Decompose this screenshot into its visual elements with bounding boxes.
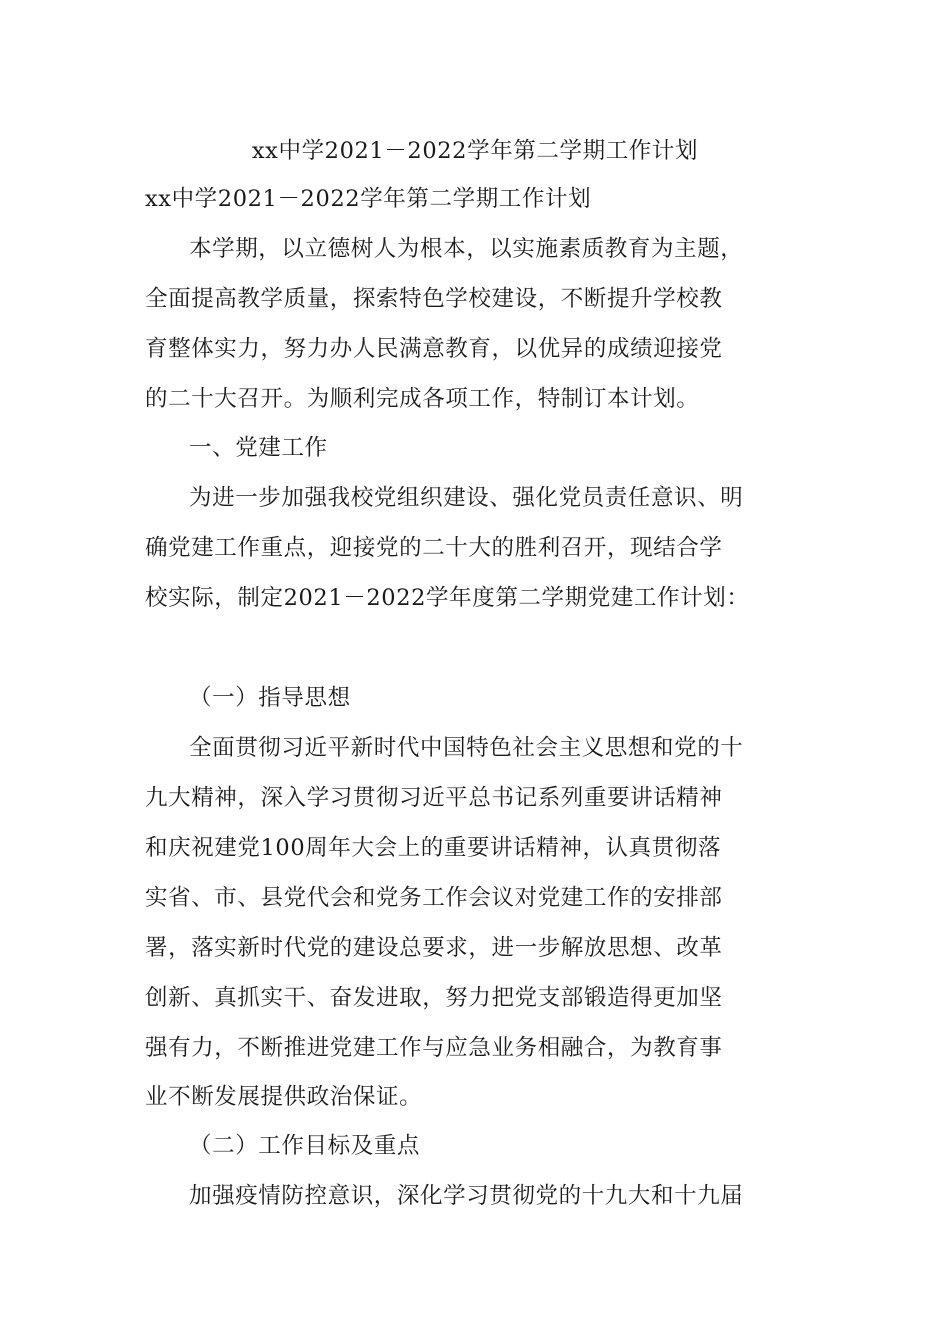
section1-line: 校实际，制定2021－2022学年度第二学期党建工作计划：	[145, 585, 750, 611]
sub1-line: 业不断发展提供政治保证。	[145, 1084, 423, 1110]
sub1-line: 创新、真抓实干、奋发进取，努力把党支部锻造得更加坚	[145, 985, 723, 1011]
intro-line: 本学期，以立德树人为根本，以实施素质教育为主题，	[189, 236, 744, 262]
section1-line: 确党建工作重点，迎接党的二十大的胜利召开，现结合学	[145, 535, 723, 561]
intro-line: 的二十大召开。为顺利完成各项工作，特制订本计划。	[145, 386, 700, 412]
document-subtitle: xx中学2021－2022学年第二学期工作计划	[145, 186, 592, 212]
sub1-line: 强有力，不断推进党建工作与应急业务相融合，为教育事	[145, 1035, 723, 1061]
sub1-line: 实省、市、县党代会和党务工作会议对党建工作的安排部	[145, 885, 723, 911]
section1-line: 为进一步加强我校党组织建设、强化党员责任意识、明	[189, 485, 744, 511]
document-title: xx中学2021－2022学年第二学期工作计划	[251, 138, 699, 164]
sub1-line: 署，落实新时代党的建设总要求，进一步解放思想、改革	[145, 935, 723, 961]
sub1-line: 和庆祝建党100周年大会上的重要讲话精神，认真贯彻落	[145, 835, 722, 861]
intro-line: 育整体实力，努力办人民满意教育，以优异的成绩迎接党	[145, 336, 723, 362]
sub1-line: 九大精神，深入学习贯彻习近平总书记系列重要讲话精神	[145, 785, 723, 811]
section-heading: 一、党建工作	[189, 435, 328, 461]
sub1-line: 全面贯彻习近平新时代中国特色社会主义思想和党的十	[189, 735, 744, 761]
subsection-heading: （一）指导思想	[189, 685, 351, 711]
sub2-line: 加强疫情防控意识，深化学习贯彻党的十九大和十九届	[189, 1183, 744, 1209]
subsection-heading: （二）工作目标及重点	[189, 1133, 421, 1159]
intro-line: 全面提高教学质量，探索特色学校建设，不断提升学校教	[145, 286, 723, 312]
